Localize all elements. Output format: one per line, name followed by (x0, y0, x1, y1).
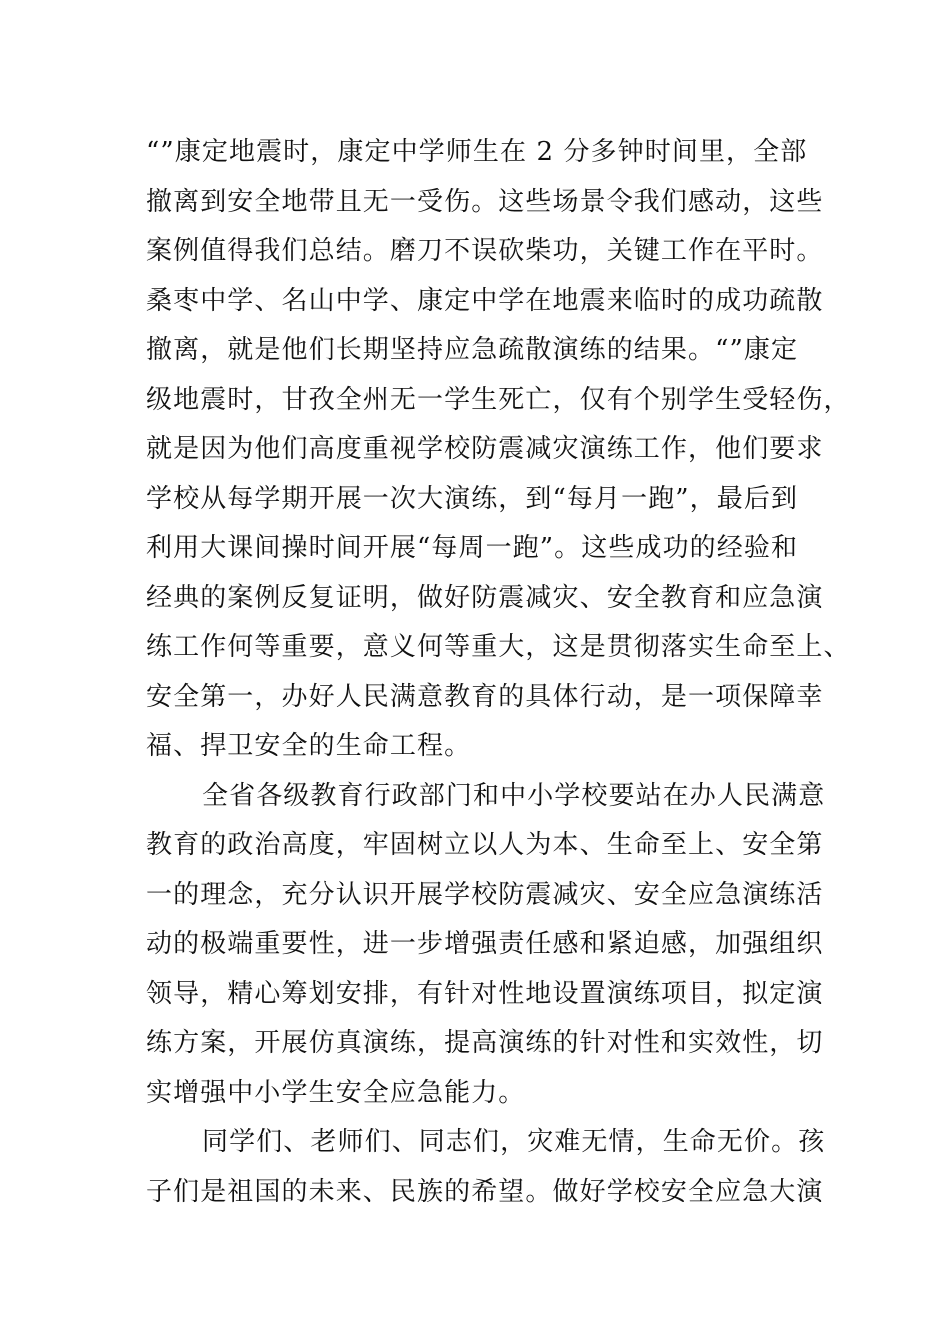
text-line: 案例值得我们总结。磨刀不误砍柴功，关键工作在平时。 (146, 236, 824, 266)
text-line: 安全第一，办好人民满意教育的具体行动，是一项保障幸 (146, 681, 824, 712)
text-line: 桑枣中学、名山中学、康定中学在地震来临时的成功疏散 (146, 285, 824, 316)
text-line: 领导，精心筹划安排，有针对性地设置演练项目，拟定演 (146, 978, 824, 1009)
text-line: 教育的政治高度，牢固树立以人为本、生命至上、安全第 (146, 830, 824, 860)
document-body (146, 128, 851, 1217)
text-line: 练工作何等重要，意义何等重大，这是贯彻落实生命至上、 (146, 632, 851, 662)
text-line: 级地震时，甘孜全州无一学生死亡，仅有个别学生受轻伤， (146, 384, 851, 415)
paragraph-start-line: 同学们、老师们、同志们，灾难无情，生命无价。孩 (202, 1127, 826, 1157)
text-line: “”康定地震时，康定中学师生在 2 分多钟时间里，全部 (146, 137, 808, 167)
text-line: 学校从每学期开展一次大演练，到“每月一跑”，最后到 (146, 483, 799, 514)
text-line: 撤离到安全地带且无一受伤。这些场景令我们感动，这些 (146, 186, 824, 217)
text-line: 子们是祖国的未来、民族的希望。做好学校安全应急大演 (146, 1176, 824, 1207)
text-line: 动的极端重要性，进一步增强责任感和紧迫感，加强组织 (146, 929, 824, 959)
text-line: 练方案，开展仿真演练，提高演练的针对性和实效性，切 (146, 1028, 824, 1058)
text-line: 利用大课间操时间开展“每周一跑”。这些成功的经验和 (146, 533, 799, 563)
paragraph-start-line: 全省各级教育行政部门和中小学校要站在办人民满意 (202, 780, 826, 811)
text-line: 一的理念，充分认识开展学校防震减灾、安全应急演练活 (146, 879, 824, 910)
text-line: 撤离，就是他们长期坚持应急疏散演练的结果。“”康定 (146, 335, 799, 365)
text-line: 实增强中小学生安全应急能力。 (146, 1077, 526, 1108)
text-line: 福、捍卫安全的生命工程。 (146, 731, 472, 761)
text-line: 就是因为他们高度重视学校防震减灾演练工作，他们要求 (146, 434, 824, 464)
text-line: 经典的案例反复证明，做好防震减灾、安全教育和应急演 (146, 582, 824, 613)
